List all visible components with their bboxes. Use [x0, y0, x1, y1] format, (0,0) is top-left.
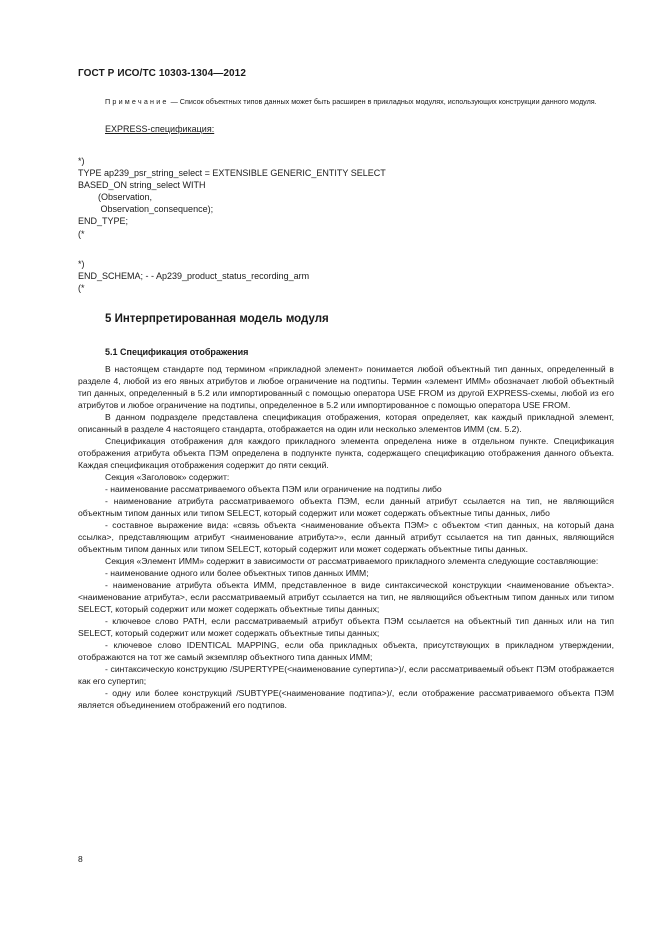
list-item: - ключевое слово IDENTICAL MAPPING, если оба прикладных объекта, присутствующих в прикладном утверждении, отображаются на тот же самый экземпляр объектного типа данных ИММ;: [78, 640, 614, 662]
paragraph: Секция «Элемент ИММ» содержит в зависимости от рассматриваемого прикладного элемента следующие составляющие:: [105, 556, 599, 566]
list-item: - наименование атрибута рассматриваемого объекта ПЭМ, если данный атрибут ссылается на тип, не являющийся объектным типом данных или типом SELECT, который содержит или может содержать объектные типы данных, либо: [78, 496, 614, 518]
body-text: [78, 363, 614, 711]
note-paragraph: [78, 96, 610, 107]
list-item: - составное выражение вида: «связь объекта <наименование объекта ПЭМ> с объектом <тип данных, на который дана ссылка>, представляющим атрибут <наименование атрибута>», если данный атрибут ссылается на тип данных, являющийся объектным типом данных или типом SELECT, который содержит или может содержать объектные типы данных.: [78, 520, 614, 554]
express-spec-label: EXPRESS-спецификация:: [105, 124, 215, 134]
list-item: - наименование рассматриваемого объекта ПЭМ или ограничение на подтипы либо: [105, 484, 442, 494]
paragraph: Секция «Заголовок» содержит:: [105, 472, 230, 482]
page-number: 8: [78, 854, 83, 864]
paragraph: В настоящем стандарте под термином «прикладной элемент» понимается любой объектный тип данных, определенный в разделе 4, любой из его явных атрибутов и любое ограничение на подтипы. Термин «элемент ИММ» обозначает любой объектный тип данных, определенный в 5.2 или импортированный с помощью оператора USE FROM из другой EXPRESS-схемы, любой из его атрибутов и любое ограничение на подтипы, определенное в 5.2 или импортированное с помощью оператора USE FROM.: [78, 364, 614, 410]
list-item: - синтаксическую конструкцию /SUPERTYPE(<наименование супертипа>)/, если рассматриваемый объект ПЭМ отображается как его супертип;: [78, 664, 614, 686]
document-header: ГОСТ Р ИСО/ТС 10303-1304—2012: [78, 68, 246, 79]
express-code-block-type: *) TYPE ap239_psr_string_select = EXTENSIBLE GENERIC_ENTITY SELECT BASED_ON string_select WITH (Observation, Observation_consequence); END_TYPE; (*: [78, 156, 386, 239]
express-code-block-end-schema: *) END_SCHEMA; - - Ap239_product_status_recording_arm (*: [78, 259, 310, 294]
list-item: - наименование одного или более объектных типов данных ИММ;: [105, 568, 369, 578]
paragraph: Спецификация отображения для каждого прикладного элемента определена ниже в отдельном пункте. Спецификация отображения атрибута объекта ПЭМ определена в подпункте пункта, содержащего спецификацию отображения данного объекта. Каждая спецификация отображения содержит до пяти секций.: [78, 436, 614, 470]
list-item: - ключевое слово PATH, если рассматриваемый атрибут объекта ПЭМ ссылается на объектный тип данных или на тип SELECT, который содержит или может содержать объектные типы данных;: [78, 616, 614, 638]
paragraph: В данном подразделе представлена спецификация отображения, которая определяет, как каждый прикладной элемент, описанный в разделе 4 настоящего стандарта, отображается на один или несколько элементов ИММ (см. 5.2).: [78, 412, 614, 434]
note-text: — Список объектных типов данных может быть расширен в прикладных модулях, использующих конструкции данного модуля.: [168, 97, 597, 106]
section-heading: 5 Интерпретированная модель модуля: [105, 313, 329, 325]
note-label: Примечание: [105, 97, 169, 106]
list-item: - одну или более конструкций /SUBTYPE(<наименование подтипа>)/, если отображение рассматриваемого объекта ПЭМ является объединением отображений его подтипов.: [78, 688, 614, 710]
subsection-heading: 5.1 Спецификация отображения: [105, 347, 249, 357]
list-item: - наименование атрибута объекта ИММ, представленное в виде синтаксической конструкции <наименование объекта>.<наименование атрибута>, если рассматриваемый атрибут ссылается на тип, не являющийся объектным типом данных или типом SELECT, который содержит или может содержать объектные типы данных;: [78, 580, 614, 614]
